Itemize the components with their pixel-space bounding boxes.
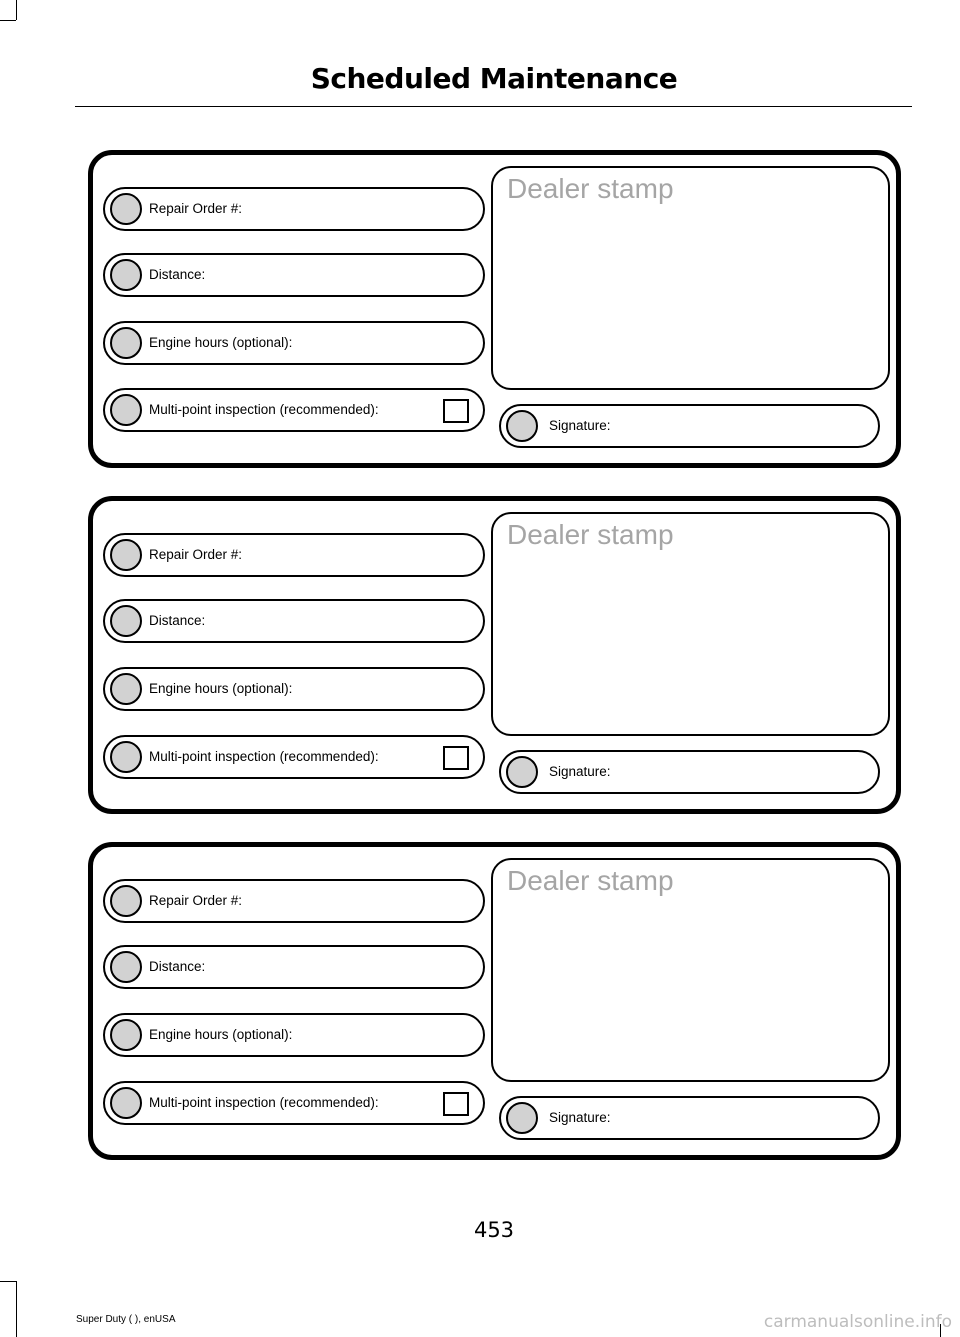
page-title: Scheduled Maintenance [310,62,678,95]
circle-marker-icon [506,756,538,788]
distance-field[interactable] [103,945,485,989]
engine-hours-field[interactable] [103,667,485,711]
distance-label: Distance: [149,613,206,628]
circle-marker-icon [110,539,142,571]
circle-marker-icon [110,1087,142,1119]
crop-mark-bottom-left-h [0,1281,16,1282]
dealer-stamp-box [491,512,890,736]
signature-field[interactable] [499,1096,880,1140]
title-rule [75,106,912,107]
maintenance-record-card-3 [88,842,901,1160]
document-footer: Super Duty ( ), enUSA [76,1314,176,1325]
signature-label: Signature: [549,764,611,779]
circle-marker-icon [110,951,142,983]
dealer-stamp-label: Dealer stamp [507,519,674,550]
inspection-checkbox[interactable] [443,1092,469,1116]
maintenance-record-card-1 [88,150,901,468]
circle-marker-icon [110,259,142,291]
distance-label: Distance: [149,959,206,974]
inspection-label: Multi-point inspection (recommended): [149,402,379,417]
repair-order-field[interactable] [103,879,485,923]
distance-field[interactable] [103,599,485,643]
dealer-stamp-box [491,858,890,1082]
engine-hours-label: Engine hours (optional): [149,335,293,350]
inspection-checkbox[interactable] [443,746,469,770]
crop-mark-bottom-left [16,1281,17,1337]
repair-order-field[interactable] [103,187,485,231]
repair-order-label: Repair Order #: [149,547,243,562]
circle-marker-icon [110,741,142,773]
crop-mark-top-left-h [0,20,16,21]
engine-hours-field[interactable] [103,321,485,365]
dealer-stamp-label: Dealer stamp [507,173,674,204]
inspection-field [103,735,485,779]
circle-marker-icon [110,673,142,705]
distance-label: Distance: [149,267,206,282]
signature-label: Signature: [549,1110,611,1125]
dealer-stamp-label: Dealer stamp [507,865,674,896]
signature-field[interactable] [499,750,880,794]
watermark: carmanualsonline.info [763,1312,952,1332]
circle-marker-icon [110,885,142,917]
inspection-label: Multi-point inspection (recommended): [149,749,379,764]
inspection-field [103,388,485,432]
crop-mark-top-left [16,0,17,20]
distance-field[interactable] [103,253,485,297]
inspection-label: Multi-point inspection (recommended): [149,1095,379,1110]
repair-order-label: Repair Order #: [149,893,243,908]
engine-hours-label: Engine hours (optional): [149,681,293,696]
circle-marker-icon [506,1102,538,1134]
circle-marker-icon [110,394,142,426]
engine-hours-label: Engine hours (optional): [149,1027,293,1042]
engine-hours-field[interactable] [103,1013,485,1057]
circle-marker-icon [110,605,142,637]
maintenance-record-card-2 [88,496,901,814]
circle-marker-icon [110,327,142,359]
repair-order-field[interactable] [103,533,485,577]
inspection-checkbox[interactable] [443,399,469,423]
circle-marker-icon [506,410,538,442]
repair-order-label: Repair Order #: [149,201,243,216]
circle-marker-icon [110,193,142,225]
dealer-stamp-box [491,166,890,390]
circle-marker-icon [110,1019,142,1051]
signature-field[interactable] [499,404,880,448]
inspection-field [103,1081,485,1125]
signature-label: Signature: [549,418,611,433]
page-number: 453 [473,1218,515,1242]
